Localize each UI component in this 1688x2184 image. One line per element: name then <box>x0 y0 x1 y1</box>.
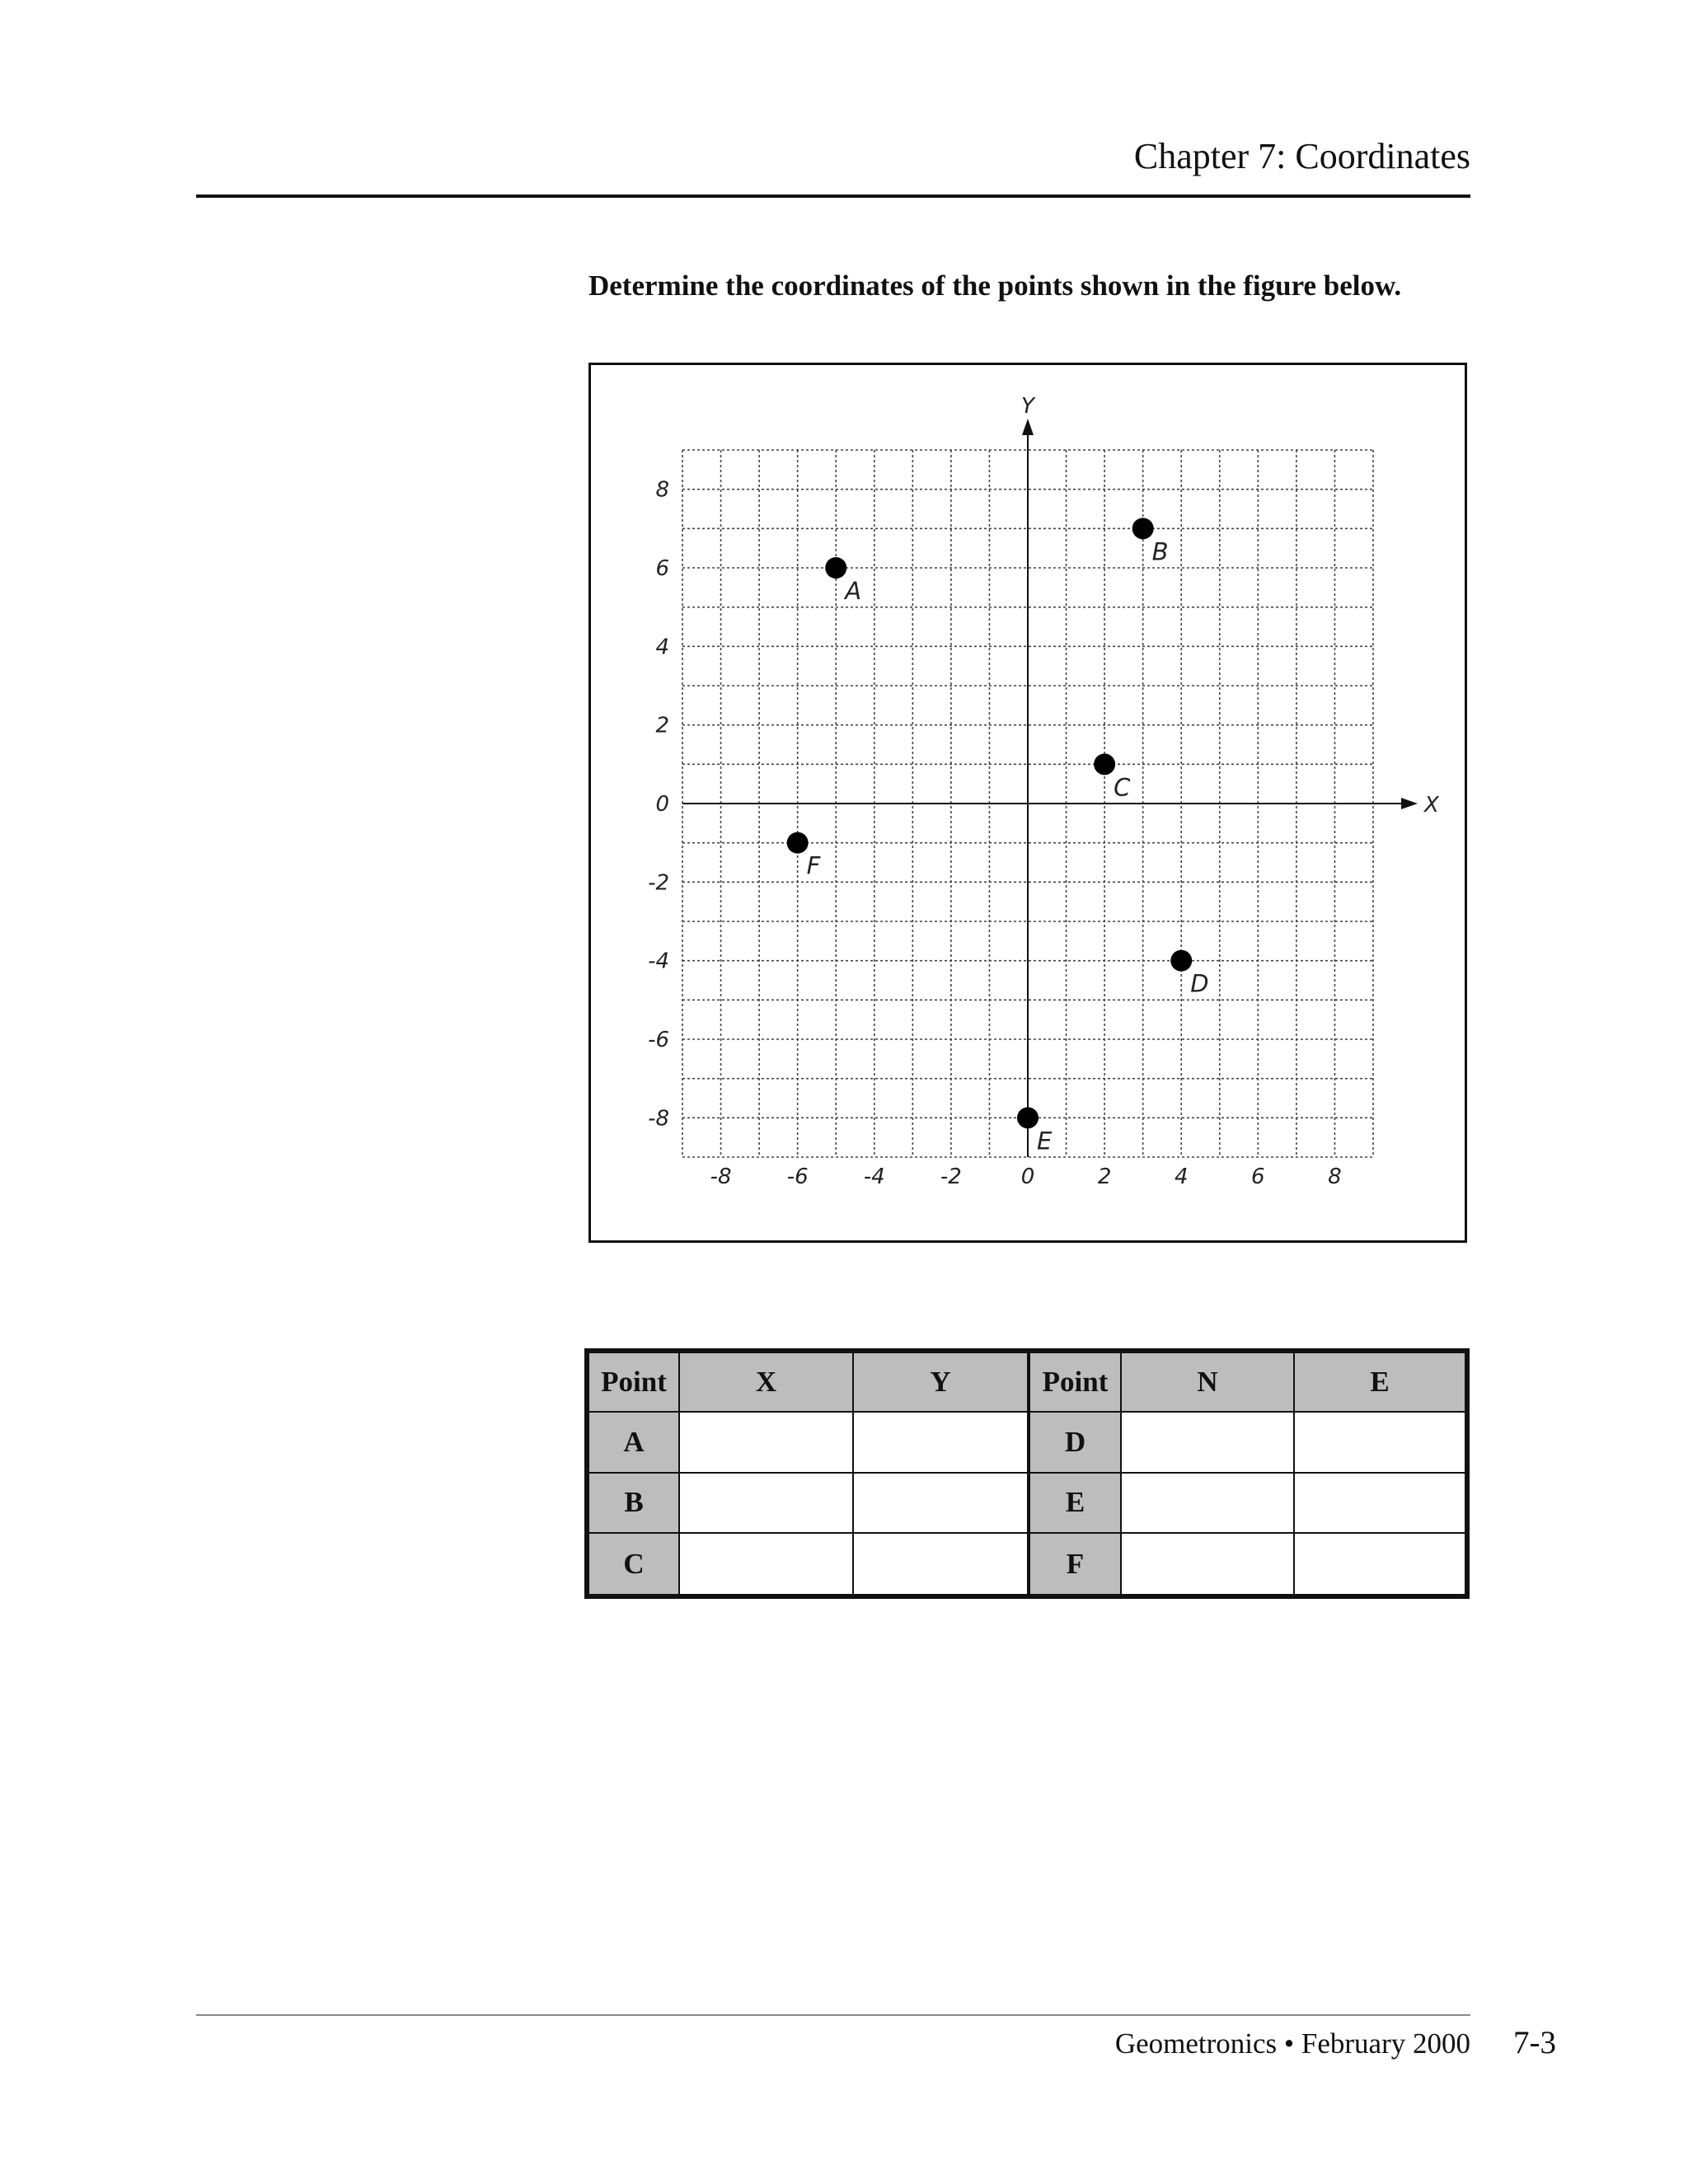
y-tick-label: -8 <box>648 1106 669 1132</box>
row-point-label: C <box>587 1533 679 1596</box>
x-tick-label: -6 <box>786 1165 809 1189</box>
x-tick-label: -8 <box>710 1165 732 1189</box>
x-axis-arrow-icon <box>1401 798 1418 809</box>
y-tick-label: -2 <box>648 870 669 896</box>
answer-cell-e[interactable] <box>1294 1412 1467 1473</box>
header-y: Y <box>853 1351 1029 1412</box>
x-tick-label: 2 <box>1097 1165 1112 1189</box>
row-point-label: A <box>587 1412 679 1473</box>
row-point-label: F <box>1029 1533 1121 1596</box>
page-number: 7-3 <box>1513 2025 1556 2060</box>
coordinate-plot <box>591 365 1465 1240</box>
answer-cell-e[interactable] <box>1294 1533 1467 1596</box>
y-tick-label: -4 <box>648 949 669 974</box>
table-row <box>587 1533 1467 1596</box>
point-label-a: A <box>845 577 862 605</box>
answer-cell-x[interactable] <box>679 1533 853 1596</box>
y-tick-label: 6 <box>655 556 669 581</box>
y-axis-arrow-icon <box>1022 419 1034 435</box>
answer-cell-e[interactable] <box>1294 1473 1467 1534</box>
data-point-c <box>1094 753 1115 775</box>
point-label-c: C <box>1114 773 1131 802</box>
answer-cell-y[interactable] <box>853 1412 1029 1473</box>
answer-cell-y[interactable] <box>853 1533 1029 1596</box>
x-tick-label: 8 <box>1328 1165 1342 1189</box>
y-tick-label: 0 <box>655 792 669 817</box>
answer-cell-n[interactable] <box>1121 1533 1294 1596</box>
y-tick-label: 2 <box>655 713 669 738</box>
x-axis-label: X <box>1424 793 1439 818</box>
point-label-f: F <box>806 851 821 880</box>
header-point-right: Point <box>1029 1351 1121 1412</box>
data-point-a <box>825 557 846 579</box>
answer-cell-n[interactable] <box>1121 1412 1294 1473</box>
header-rule <box>196 194 1470 198</box>
data-point-f <box>787 832 809 854</box>
chapter-title: Chapter 7: Coordinates <box>1133 136 1470 176</box>
data-point-b <box>1132 518 1154 539</box>
table-header-row <box>587 1351 1467 1412</box>
header-point-left: Point <box>587 1351 679 1412</box>
x-tick-label: -4 <box>863 1165 885 1189</box>
point-label-d: D <box>1190 969 1209 998</box>
row-point-label: B <box>587 1473 679 1534</box>
answer-cell-x[interactable] <box>679 1473 853 1534</box>
header-x: X <box>679 1351 853 1412</box>
y-tick-label: 8 <box>655 477 669 503</box>
x-tick-label: 4 <box>1174 1165 1189 1189</box>
y-tick-label: -6 <box>648 1028 669 1052</box>
table-row <box>587 1412 1467 1473</box>
point-label-e: E <box>1037 1127 1053 1155</box>
x-tick-label: 6 <box>1251 1165 1265 1189</box>
point-label-b: B <box>1151 537 1169 566</box>
coordinate-figure <box>588 363 1467 1243</box>
footer-rule <box>196 2014 1470 2016</box>
footer-text: Geometronics • February 2000 <box>1114 2027 1470 2060</box>
row-point-label: E <box>1029 1473 1121 1534</box>
data-point-d <box>1170 950 1192 972</box>
y-tick-label: 4 <box>655 635 669 660</box>
x-tick-label: -2 <box>940 1165 962 1189</box>
data-point-e <box>1017 1107 1039 1128</box>
instruction-text: Determine the coordinates of the points shown in the figure below. <box>588 269 1402 302</box>
answer-cell-x[interactable] <box>679 1412 853 1473</box>
header-e: E <box>1294 1351 1467 1412</box>
x-tick-label: 0 <box>1020 1165 1035 1189</box>
row-point-label: D <box>1029 1412 1121 1473</box>
answer-cell-y[interactable] <box>853 1473 1029 1534</box>
y-axis-label: Y <box>1021 394 1034 419</box>
header-n: N <box>1121 1351 1294 1412</box>
answer-cell-n[interactable] <box>1121 1473 1294 1534</box>
table-row <box>587 1473 1467 1534</box>
answer-table <box>584 1348 1470 1599</box>
